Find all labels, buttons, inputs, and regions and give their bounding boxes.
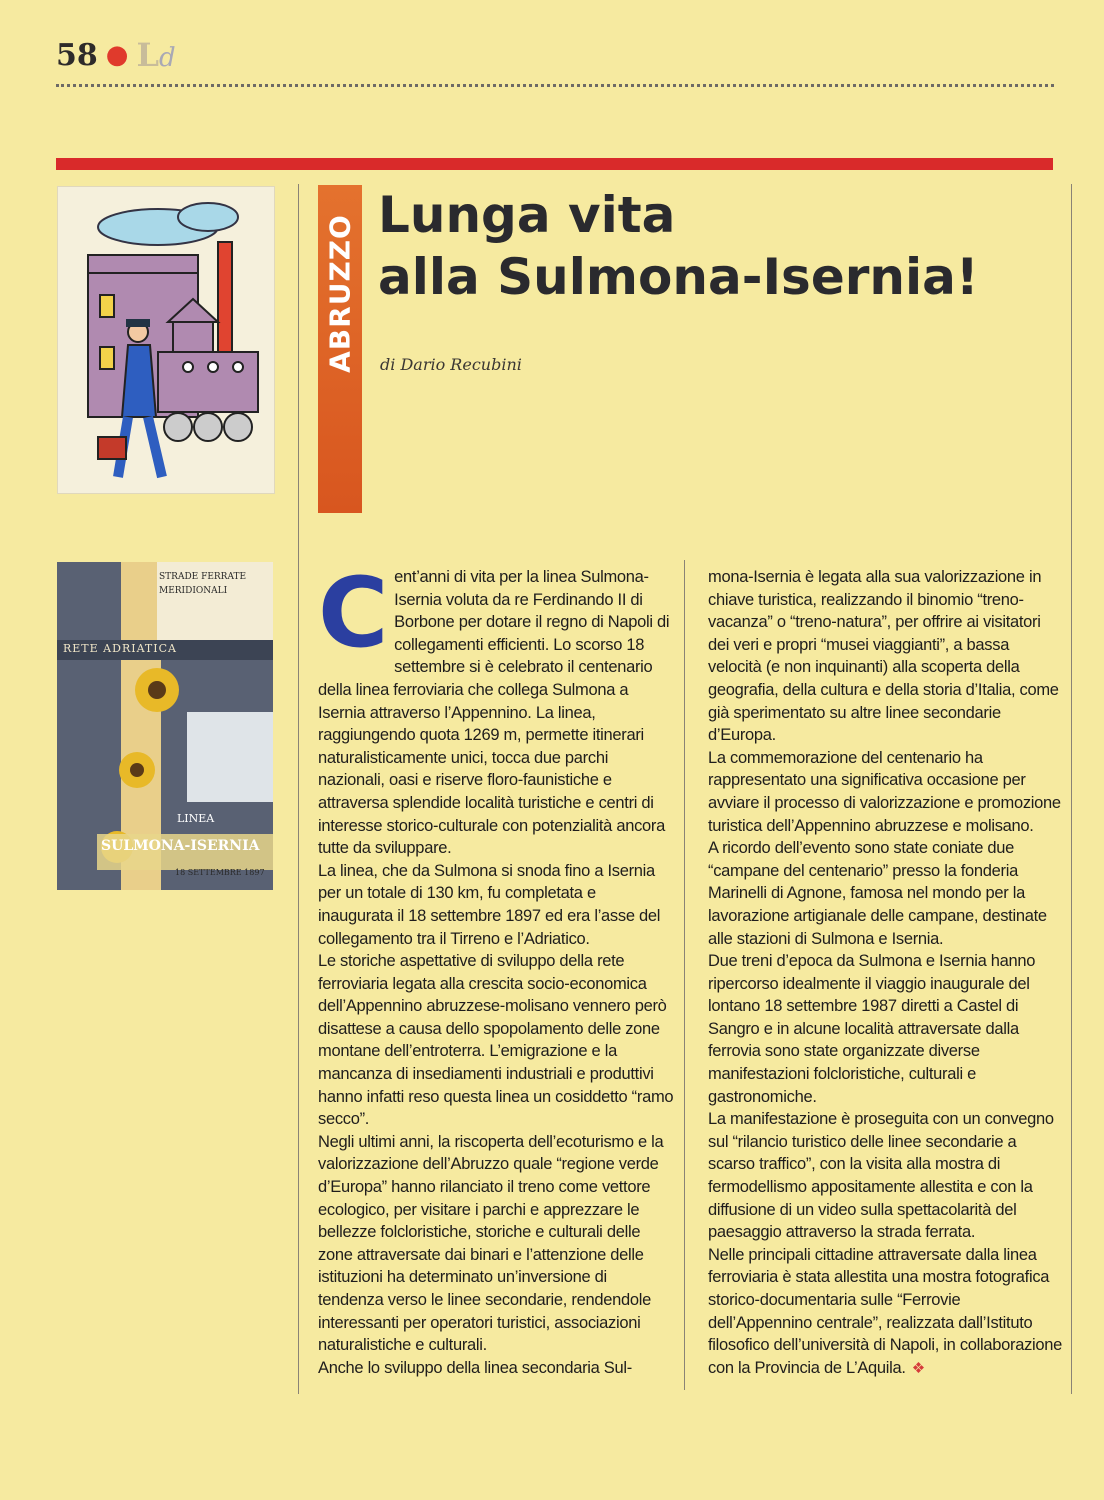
column-rule-left (298, 184, 299, 1394)
end-mark-icon: ❖ (911, 1359, 925, 1377)
paragraph: mona-Isernia è legata alla sua valorizzazione in chiave turistica, realizzando il binomio “treno-vacanza” o “treno-natura”, per offrire ai visitatori dei veri e propri “musei viaggianti”, a bassa velocità (e non inquinanti) alla scoperta della geografia, della cultura e della storia d’Italia, come già sperimentato su altre linee secondarie d’Europa. (708, 568, 1059, 745)
article-top-bar (56, 158, 1053, 170)
article-title (378, 184, 1038, 308)
title-line-1: Lunga vita (378, 186, 676, 244)
drop-cap: C (318, 557, 389, 669)
article-column-2 (708, 566, 1064, 1380)
paragraph: La manifestazione è proseguita con un convegno sul “rilancio turistico delle linee secondarie a scarso traffico”, con la visita alla mostra di fermodellismo appositamente allestita e con la diffusione di un video sulla spettacolarità del paesaggio attraverso la strada ferrata. (708, 1110, 1054, 1242)
title-line-2: alla Sulmona-Isernia! (378, 248, 979, 306)
paragraph-text: Nelle principali cittadine attraversate dalla linea ferroviaria è stata allestita una mostra fotografica storico-documentaria sulle “Ferrovie dell’Appennino centrale”, realizzata dall’Istituto filosofico dell’università di Napoli, in collaborazione con la Provincia de L’Aquila. (708, 1245, 1063, 1377)
section-label: ABRUZZO (323, 214, 357, 373)
paragraph: Anche lo sviluppo della linea secondaria Sul- (318, 1358, 632, 1377)
header-divider (56, 84, 1054, 87)
page-header (56, 36, 176, 74)
train-illustration (57, 186, 275, 494)
column-rule-middle (684, 560, 685, 1390)
poster-line-6: 18 SETTEMBRE 1897 (175, 868, 265, 877)
article-column-1 (318, 557, 674, 1379)
paragraph: Negli ultimi anni, la riscoperta dell’ecoturismo e la valorizzazione dell’Abruzzo quale “regione verde d’Europa” hanno rilanciato il treno come vettore ecologico, per visitare i parchi e apprezzare le bellezze folcloristiche, storiche e culturali delle zone attraversate dai binari e l’attenzione delle istituzioni ha determinato un’inversione di tendenza verso le linee secondarie, rendendole interessanti per operatori turistici, associazioni naturalistiche e culturali. (318, 1132, 664, 1355)
paragraph: La commemorazione del centenario ha rappresentato una significativa occasione per avviare il processo di valorizzazione e promozione turistica dell’Appennino abruzzese e molisano. (708, 748, 1061, 835)
paragraph: ent’anni di vita per la linea Sulmona-Isernia voluta da re Ferdinando II di Borbone per dotare il regno di Napoli di collegamenti efficienti. Lo scorso 18 settembre si è celebrato il centenario della linea ferroviaria che collega Sulmona a Isernia attraverso l’Appennino. La linea, raggiungendo quota 1269 m, permette itinerari naturalisticamente unici, tocca due parchi nazionali, oasi e riserve floro-faunistiche e attraversa splendide località turistiche e centri di interesse storico-culturale con potenzialità ancora tutte da sviluppare. (318, 568, 670, 858)
poster-line-1: STRADE FERRATE (159, 572, 247, 582)
paragraph: A ricordo dell’evento sono state coniate due “campane del centenario” presso la fonderia Marinelli di Agnone, famosa nel mondo per la lavorazione artigianale delle campane, destinate alle stazioni di Sulmona e Isernia. (708, 839, 1047, 948)
bullet-icon: ● (105, 40, 129, 70)
poster-line-4: LINEA (177, 812, 215, 825)
train-drawing (58, 187, 274, 493)
poster-line-3: RETE ADRIATICA (63, 642, 177, 655)
paragraph: Le storiche aspettative di sviluppo della rete ferroviaria legata alla crescita socio-economica dell’Appennino abruzzese-molisano vennero però disattese a causa dello spopolamento delle zone montane dell’entroterra. L’emigrazione e la mancanza di insediamenti industriali e produttivi hanno infatti reso questa linea un cosiddetto “ramo secco”. (318, 952, 674, 1129)
poster-line-5: SULMONA-ISERNIA (101, 838, 260, 854)
section-tab (318, 185, 362, 513)
historic-poster (57, 562, 273, 890)
magazine-logo: Ld (136, 36, 176, 74)
poster-line-2: MERIDIONALI (159, 586, 228, 596)
paragraph: La linea, che da Sulmona si snoda fino a Isernia per un totale di 130 km, fu completata e inaugurata il 18 settembre 1897 ed era l’asse del collegamento tra il Tirreno e l’Adriatico. (318, 861, 661, 948)
paragraph (708, 1244, 1064, 1381)
article-byline: di Dario Recubini (380, 355, 522, 374)
paragraph: Due treni d’epoca da Sulmona e Isernia hanno ripercorso idealmente il viaggio inaugurale del lontano 18 settembre 1987 diretti a Castel di Sangro e in alcune località attraversate dalla ferrovia sono state organizzate diverse manifestazioni folcloristiche, culturali e gastronomiche. (708, 952, 1036, 1106)
page-number: 58 (56, 37, 98, 73)
column-rule-right (1071, 184, 1072, 1394)
